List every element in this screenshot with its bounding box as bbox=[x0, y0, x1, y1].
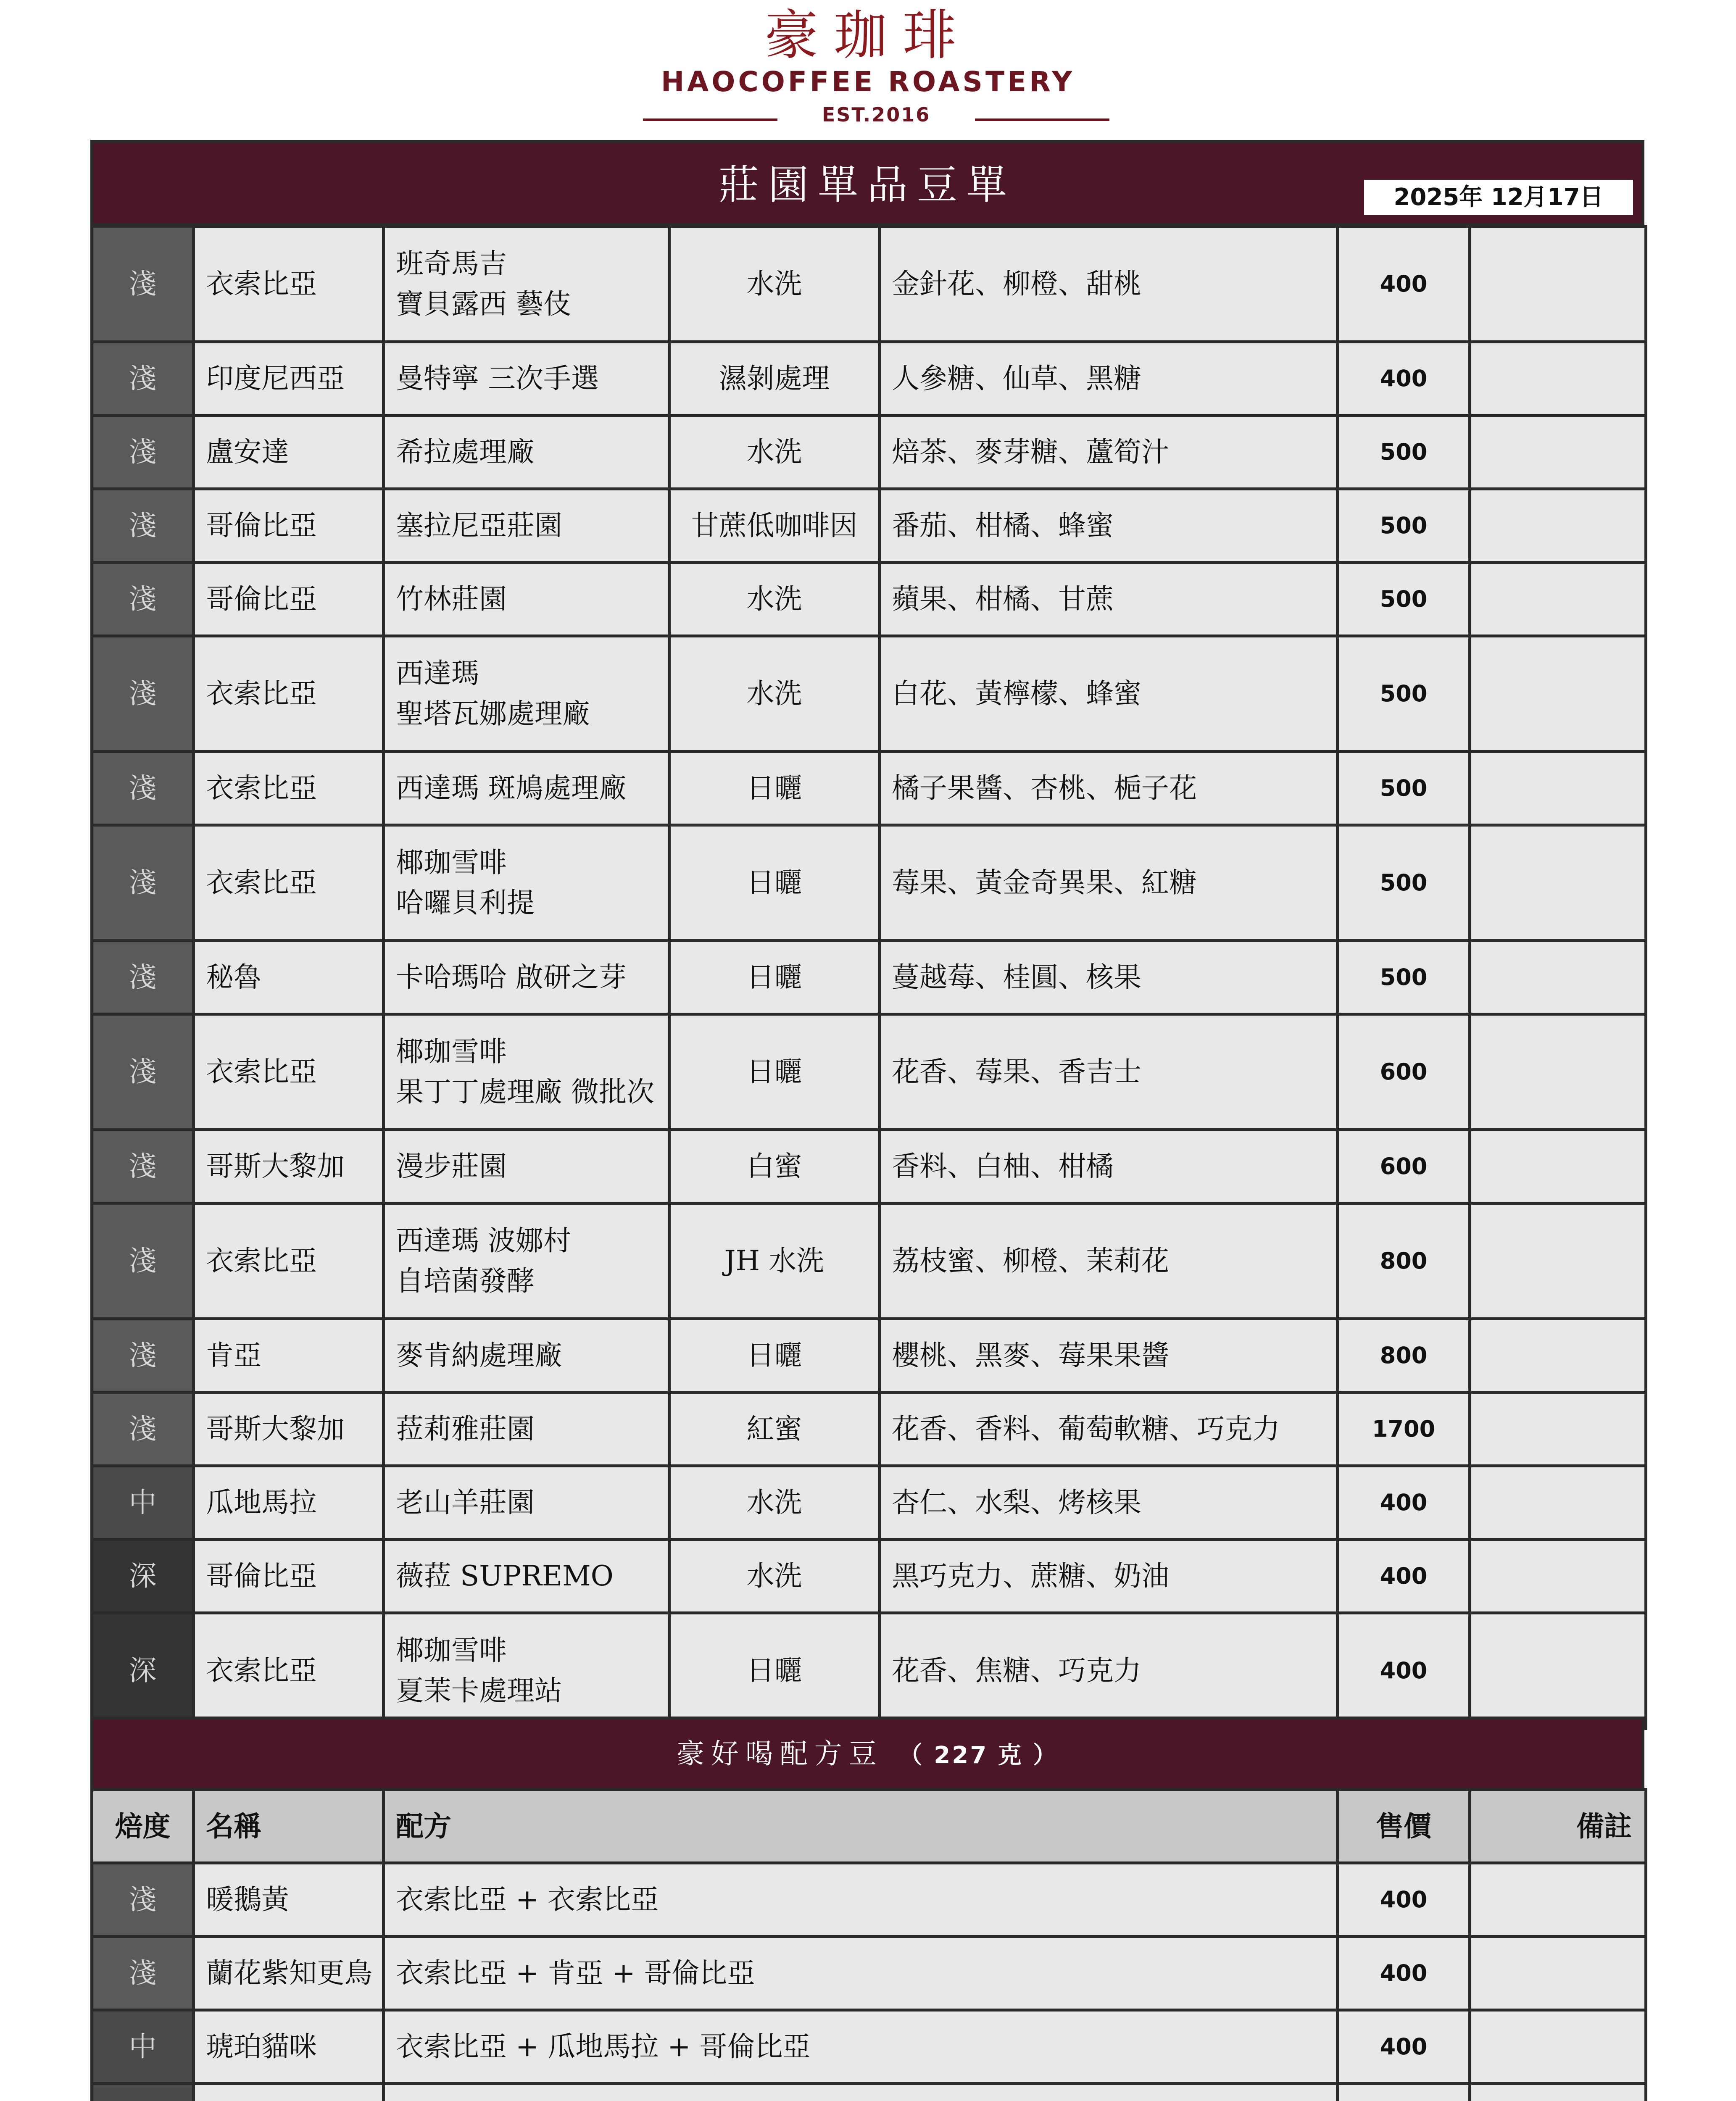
estate-cell bbox=[384, 1130, 669, 1203]
table-row bbox=[92, 1863, 1646, 1937]
price: 800 bbox=[1338, 1319, 1470, 1393]
origin-country: 衣索比亞 bbox=[194, 752, 384, 825]
estate-cell bbox=[384, 1393, 669, 1466]
roast-level: 深 bbox=[92, 1613, 194, 1729]
flavor-notes: 白花、黃檸檬、蜂蜜 bbox=[880, 636, 1338, 752]
note-cell bbox=[1470, 825, 1646, 941]
process-method: 日曬 bbox=[669, 825, 880, 941]
page-title: 莊園單品豆單 bbox=[719, 161, 1016, 208]
table-row bbox=[92, 636, 1646, 752]
header-name: 名稱 bbox=[194, 1790, 384, 1863]
table-row bbox=[92, 1937, 1646, 2010]
blend-section-bar bbox=[90, 1717, 1644, 1791]
roast-level: 淺 bbox=[92, 941, 194, 1014]
brand-name-cn: 豪珈琲 bbox=[764, 4, 972, 67]
table-row bbox=[92, 2010, 1646, 2084]
blend-header-row bbox=[92, 1790, 1646, 1863]
estate-line: 哈囉貝利提 bbox=[396, 887, 535, 919]
blend-recipe: 衣索比亞 + 肯亞 + 哥倫比亞 bbox=[384, 1937, 1338, 2010]
estate-cell bbox=[384, 226, 669, 342]
price bbox=[1338, 2084, 1470, 2101]
roast-level: 淺 bbox=[92, 1130, 194, 1203]
origin-country: 哥倫比亞 bbox=[194, 563, 384, 636]
estate-line: 老山羊莊園 bbox=[396, 1486, 535, 1519]
roast-level: 淺 bbox=[92, 489, 194, 563]
estate-line: 夏茉卡處理站 bbox=[396, 1674, 562, 1707]
process-method: 日曬 bbox=[669, 752, 880, 825]
header-price: 售價 bbox=[1338, 1790, 1470, 1863]
header-roast: 焙度 bbox=[92, 1790, 194, 1863]
price: 400 bbox=[1338, 342, 1470, 416]
blend-section-title bbox=[93, 1734, 1641, 1776]
price: 500 bbox=[1338, 416, 1470, 489]
estate-line: 薇菈 SUPREMO bbox=[396, 1560, 614, 1592]
process-method: 水洗 bbox=[669, 1540, 880, 1613]
estate-cell bbox=[384, 1466, 669, 1540]
table-row bbox=[92, 1203, 1646, 1319]
table-row bbox=[92, 489, 1646, 563]
table-row bbox=[92, 342, 1646, 416]
origin-country: 衣索比亞 bbox=[194, 636, 384, 752]
brand-est: EST.2016 bbox=[822, 103, 931, 126]
estate-cell bbox=[384, 752, 669, 825]
process-method: 白蜜 bbox=[669, 1130, 880, 1203]
note-cell bbox=[1470, 1130, 1646, 1203]
note-cell bbox=[1470, 752, 1646, 825]
price: 400 bbox=[1338, 226, 1470, 342]
table-row bbox=[92, 1613, 1646, 1729]
price: 400 bbox=[1338, 1937, 1470, 2010]
price: 800 bbox=[1338, 1203, 1470, 1319]
table-row bbox=[92, 1393, 1646, 1466]
flavor-notes: 焙茶、麥芽糖、蘆筍汁 bbox=[880, 416, 1338, 489]
brand-name-en: HAOCOFFEE ROASTERY bbox=[661, 66, 1075, 98]
blend-weight: （ 227 克 ） bbox=[898, 1742, 1059, 1769]
origin-country: 盧安達 bbox=[194, 416, 384, 489]
price: 400 bbox=[1338, 2010, 1470, 2084]
estate-cell bbox=[384, 416, 669, 489]
process-method: 甘蔗低咖啡因 bbox=[669, 489, 880, 563]
price: 500 bbox=[1338, 825, 1470, 941]
origin-country: 秘魯 bbox=[194, 941, 384, 1014]
note-cell bbox=[1470, 636, 1646, 752]
table-row bbox=[92, 1130, 1646, 1203]
flavor-notes: 黑巧克力、蔗糖、奶油 bbox=[880, 1540, 1338, 1613]
process-method: 水洗 bbox=[669, 226, 880, 342]
flavor-notes: 人參糖、仙草、黑糖 bbox=[880, 342, 1338, 416]
roast-level: 淺 bbox=[92, 342, 194, 416]
estate-line: 寶貝露西 藝伎 bbox=[396, 288, 571, 320]
flavor-notes: 花香、莓果、香吉士 bbox=[880, 1014, 1338, 1130]
header-note: 備註 bbox=[1470, 1790, 1646, 1863]
bean-table bbox=[90, 225, 1647, 1730]
estate-line: 椰珈雪啡 bbox=[396, 1035, 507, 1068]
blend-table bbox=[90, 1788, 1647, 2101]
price: 1700 bbox=[1338, 1393, 1470, 1466]
origin-country: 哥倫比亞 bbox=[194, 489, 384, 563]
estate-line: 塞拉尼亞莊園 bbox=[396, 509, 562, 542]
process-method: 水洗 bbox=[669, 1466, 880, 1540]
estate-cell bbox=[384, 825, 669, 941]
blend-name: 蘭花紫知更鳥 bbox=[194, 1937, 384, 2010]
flavor-notes: 橘子果醬、杏桃、梔子花 bbox=[880, 752, 1338, 825]
roast-level: 淺 bbox=[92, 1393, 194, 1466]
estate-cell bbox=[384, 563, 669, 636]
note-cell bbox=[1470, 2010, 1646, 2084]
process-method: 日曬 bbox=[669, 1014, 880, 1130]
table-row bbox=[92, 226, 1646, 342]
blend-name: 暖鵝黃 bbox=[194, 1863, 384, 1937]
divider-right bbox=[975, 118, 1109, 121]
roast-level: 淺 bbox=[92, 1319, 194, 1393]
roast-level: 淺 bbox=[92, 1937, 194, 2010]
estate-cell bbox=[384, 941, 669, 1014]
estate-line: 卡哈瑪哈 啟研之芽 bbox=[396, 961, 627, 993]
note-cell bbox=[1470, 1203, 1646, 1319]
origin-country: 衣索比亞 bbox=[194, 226, 384, 342]
process-method: 水洗 bbox=[669, 563, 880, 636]
estate-line: 自培菌發酵 bbox=[396, 1265, 535, 1297]
header-recipe: 配方 bbox=[384, 1790, 1338, 1863]
blend-name bbox=[194, 2084, 384, 2101]
table-row bbox=[92, 941, 1646, 1014]
roast-level: 淺 bbox=[92, 1203, 194, 1319]
estate-line: 漫步莊園 bbox=[396, 1150, 507, 1182]
estate-line: 竹林莊園 bbox=[396, 583, 507, 615]
estate-line: 菈莉雅莊園 bbox=[396, 1413, 535, 1445]
price: 600 bbox=[1338, 1014, 1470, 1130]
process-method: 日曬 bbox=[669, 1613, 880, 1729]
flavor-notes: 蔓越莓、桂圓、核果 bbox=[880, 941, 1338, 1014]
estate-cell bbox=[384, 1319, 669, 1393]
estate-line: 麥肯納處理廠 bbox=[396, 1339, 562, 1372]
note-cell bbox=[1470, 1466, 1646, 1540]
estate-cell bbox=[384, 342, 669, 416]
estate-line: 西達瑪 bbox=[396, 657, 479, 690]
price: 400 bbox=[1338, 1863, 1470, 1937]
price: 600 bbox=[1338, 1130, 1470, 1203]
estate-cell bbox=[384, 1613, 669, 1729]
flavor-notes: 金針花、柳橙、甜桃 bbox=[880, 226, 1338, 342]
table-row bbox=[92, 416, 1646, 489]
note-cell bbox=[1470, 1937, 1646, 2010]
process-method: 日曬 bbox=[669, 941, 880, 1014]
brand-est-row bbox=[643, 101, 1109, 126]
price: 400 bbox=[1338, 1613, 1470, 1729]
price: 400 bbox=[1338, 1540, 1470, 1613]
origin-country: 衣索比亞 bbox=[194, 825, 384, 941]
note-cell bbox=[1470, 342, 1646, 416]
table-row bbox=[92, 752, 1646, 825]
estate-line: 曼特寧 三次手選 bbox=[396, 362, 599, 395]
roast-level: 中 bbox=[92, 1466, 194, 1540]
blend-recipe bbox=[384, 2084, 1338, 2101]
estate-cell bbox=[384, 636, 669, 752]
estate-line: 椰珈雪啡 bbox=[396, 846, 507, 879]
note-cell bbox=[1470, 1863, 1646, 1937]
note-cell bbox=[1470, 1393, 1646, 1466]
table-row bbox=[92, 1014, 1646, 1130]
estate-cell bbox=[384, 1014, 669, 1130]
blend-recipe: 衣索比亞 + 衣索比亞 bbox=[384, 1863, 1338, 1937]
estate-line: 西達瑪 波娜村 bbox=[396, 1224, 571, 1257]
process-method: 水洗 bbox=[669, 416, 880, 489]
blend-name: 琥珀貓咪 bbox=[194, 2010, 384, 2084]
origin-country: 衣索比亞 bbox=[194, 1014, 384, 1130]
table-row bbox=[92, 563, 1646, 636]
roast-level: 淺 bbox=[92, 636, 194, 752]
flavor-notes: 香料、白柚、柑橘 bbox=[880, 1130, 1338, 1203]
origin-country: 哥斯大黎加 bbox=[194, 1130, 384, 1203]
origin-country: 肯亞 bbox=[194, 1319, 384, 1393]
price: 400 bbox=[1338, 1466, 1470, 1540]
price: 500 bbox=[1338, 636, 1470, 752]
estate-line: 聖塔瓦娜處理廠 bbox=[396, 698, 590, 730]
estate-line: 班奇馬吉 bbox=[396, 247, 507, 280]
roast-level bbox=[92, 2084, 194, 2101]
price: 500 bbox=[1338, 563, 1470, 636]
note-cell bbox=[1470, 2084, 1646, 2101]
title-bar bbox=[90, 140, 1644, 226]
table-row bbox=[92, 1540, 1646, 1613]
blend-recipe: 衣索比亞 + 瓜地馬拉 + 哥倫比亞 bbox=[384, 2010, 1338, 2084]
origin-country: 衣索比亞 bbox=[194, 1613, 384, 1729]
roast-level: 深 bbox=[92, 1540, 194, 1613]
roast-level: 淺 bbox=[92, 752, 194, 825]
note-cell bbox=[1470, 563, 1646, 636]
note-cell bbox=[1470, 1014, 1646, 1130]
note-cell bbox=[1470, 1319, 1646, 1393]
note-cell bbox=[1470, 416, 1646, 489]
process-method: 水洗 bbox=[669, 636, 880, 752]
flavor-notes: 花香、香料、葡萄軟糖、巧克力 bbox=[880, 1393, 1338, 1466]
table-row bbox=[92, 2084, 1646, 2101]
note-cell bbox=[1470, 1613, 1646, 1729]
origin-country: 印度尼西亞 bbox=[194, 342, 384, 416]
table-row bbox=[92, 1319, 1646, 1393]
price: 500 bbox=[1338, 752, 1470, 825]
flavor-notes: 櫻桃、黑麥、莓果果醬 bbox=[880, 1319, 1338, 1393]
flavor-notes: 杏仁、水梨、烤核果 bbox=[880, 1466, 1338, 1540]
estate-cell bbox=[384, 1203, 669, 1319]
price: 500 bbox=[1338, 941, 1470, 1014]
flavor-notes: 花香、焦糖、巧克力 bbox=[880, 1613, 1338, 1729]
estate-cell bbox=[384, 489, 669, 563]
origin-country: 哥斯大黎加 bbox=[194, 1393, 384, 1466]
origin-country: 衣索比亞 bbox=[194, 1203, 384, 1319]
blend-title-text: 豪好喝配方豆 bbox=[676, 1738, 883, 1770]
note-cell bbox=[1470, 1540, 1646, 1613]
estate-line: 西達瑪 斑鳩處理廠 bbox=[396, 772, 627, 804]
roast-level: 淺 bbox=[92, 416, 194, 489]
roast-level: 中 bbox=[92, 2010, 194, 2084]
note-cell bbox=[1470, 489, 1646, 563]
roast-level: 淺 bbox=[92, 226, 194, 342]
process-method: 濕剝處理 bbox=[669, 342, 880, 416]
roast-level: 淺 bbox=[92, 1863, 194, 1937]
process-method: 日曬 bbox=[669, 1319, 880, 1393]
price: 500 bbox=[1338, 489, 1470, 563]
estate-line: 椰珈雪啡 bbox=[396, 1634, 507, 1667]
roast-level: 淺 bbox=[92, 1014, 194, 1130]
estate-line: 果丁丁處理廠 微批次 bbox=[396, 1076, 654, 1108]
process-method: 紅蜜 bbox=[669, 1393, 880, 1466]
origin-country: 瓜地馬拉 bbox=[194, 1466, 384, 1540]
menu-date: 2025年 12月17日 bbox=[1364, 180, 1633, 215]
origin-country: 哥倫比亞 bbox=[194, 1540, 384, 1613]
flavor-notes: 莓果、黃金奇異果、紅糖 bbox=[880, 825, 1338, 941]
roast-level: 淺 bbox=[92, 563, 194, 636]
roast-level: 淺 bbox=[92, 825, 194, 941]
note-cell bbox=[1470, 941, 1646, 1014]
flavor-notes: 番茄、柑橘、蜂蜜 bbox=[880, 489, 1338, 563]
table-row bbox=[92, 1466, 1646, 1540]
estate-cell bbox=[384, 1540, 669, 1613]
flavor-notes: 蘋果、柑橘、甘蔗 bbox=[880, 563, 1338, 636]
estate-line: 希拉處理廠 bbox=[396, 436, 535, 468]
table-row bbox=[92, 825, 1646, 941]
note-cell bbox=[1470, 226, 1646, 342]
flavor-notes: 荔枝蜜、柳橙、茉莉花 bbox=[880, 1203, 1338, 1319]
process-method: JH 水洗 bbox=[669, 1203, 880, 1319]
